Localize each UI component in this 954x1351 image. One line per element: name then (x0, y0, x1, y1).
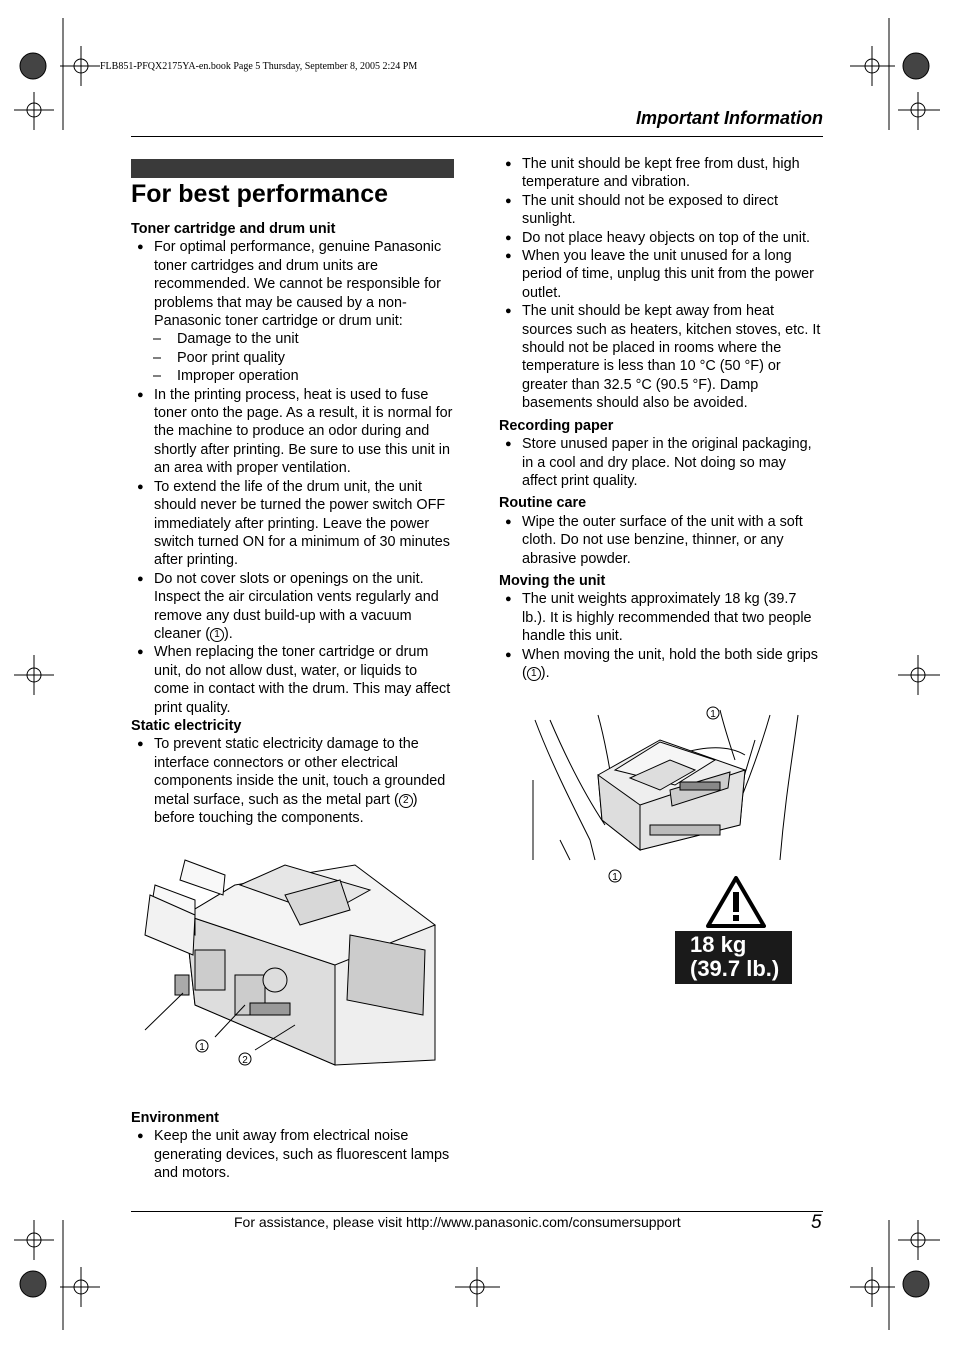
callout-1-label: 1 (612, 872, 618, 883)
dash-item: – Improper operation (153, 368, 299, 385)
list-item: ● When replacing the toner cartridge or drum unit, do not allow dust, water, or liquids to come in contact with the drum. This may affect print quality. (137, 644, 451, 716)
list-item: ● For optimal performance, genuine Panasonic toner cartridges and drum units are recommended. We cannot be responsible for problems that may be caused by a non-Panasonic toner cartridge or drum unit: (137, 239, 442, 330)
footer-assistance: For assistance, please visit http://www.panasonic.com/consumersupport (234, 1214, 681, 1230)
weight-kg: 18 kg (690, 932, 747, 957)
moving-heading: Moving the unit (499, 572, 606, 589)
footer-rule (131, 1211, 823, 1212)
environment-heading: Environment (131, 1110, 219, 1126)
callout-1: 1 (210, 628, 224, 642)
routine-heading: Routine care (499, 495, 587, 512)
static-heading: Static electricity (131, 717, 242, 734)
recording-heading: Recording paper (499, 417, 614, 434)
printer-rear-illustration (135, 855, 445, 1070)
list-item: ● To extend the life of the drum unit, the unit should never be turned the power switch OFF immediately after printing. Leave the power switch turned ON for a minimum of 30 minutes after printing. (137, 478, 450, 569)
list-item: ● The unit should be kept away from heat sources such as heaters, kitchen stoves, etc. It should not be placed in rooms where the temperature is less than 10 °C (50 °F) or greater than 32.5 °C (90.5 °F). Damp basements should also be avoided. (505, 303, 821, 412)
callout-1-label: 1 (199, 1042, 205, 1053)
dash-item: – Poor print quality (153, 349, 285, 366)
dash-item: – Damage to the unit (153, 331, 299, 348)
toner-heading: Toner cartridge and drum unit (131, 221, 336, 237)
page-title: For best performance (131, 180, 389, 208)
list-item: ● Keep the unit away from electrical noise generating devices, such as fluorescent lamps and motors. (137, 1128, 450, 1182)
carrying-illustration (530, 700, 805, 890)
print-slug: FLB851-PFQX2175YA-en.book Page 5 Thursday, September 8, 2005 2:24 PM (100, 61, 418, 72)
list-item: ● To prevent static electricity damage to the interface connectors or other electrical components inside the unit, touch a grounded metal surface, such as the metal part ( 2 ) before touching the components. (137, 736, 446, 826)
right-column (499, 155, 824, 682)
list-item: ● When you leave the unit unused for a long period of time, unplug this unit from the power outlet. (505, 248, 814, 301)
callout-2-label: 2 (242, 1055, 248, 1066)
title-bar (131, 159, 454, 178)
list-item: ● Do not cover slots or openings on the unit. Inspect the air circulation vents regularly and remove any dust build-up with a vacuum cleaner ( 1 ). (137, 570, 439, 642)
weight-badge (675, 931, 792, 984)
list-item: ● The unit should be kept free from dust, high temperature and vibration. (505, 156, 800, 191)
list-item: ● The unit weights approximately 18 kg (39.7 lb.). It is highly recommended that two people handle this unit. (505, 591, 812, 645)
page-number: 5 (811, 1212, 822, 1233)
list-item: ● When moving the unit, hold the both side grips ( 1 ). (505, 646, 818, 681)
list-item: ● The unit should not be exposed to direct sunlight. (505, 192, 779, 228)
callout-2: 2 (399, 794, 413, 808)
list-item: ● Store unused paper in the original packaging, in a cool and dry place. Not doing so may affect print quality. (505, 436, 812, 489)
list-item: ● In the printing process, heat is used to fuse toner onto the page. As a result, it is normal for the machine to produce an odor during and shortly after printing. Be sure to use this unit in an area with proper ventilation. (137, 386, 453, 477)
section-header: Important Information (636, 108, 823, 128)
environment-section (131, 1109, 456, 1183)
callout-1-label: 1 (710, 709, 716, 720)
header-rule (131, 136, 823, 137)
weight-lb: (39.7 lb.) (690, 956, 780, 981)
list-item: ● Wipe the outer surface of the unit with a soft cloth. Do not use benzine, thinner, or any abrasive powder. (505, 513, 803, 567)
list-item: ● Do not place heavy objects on top of the unit. (505, 229, 811, 246)
left-column (131, 220, 456, 827)
callout-1: 1 (527, 667, 541, 681)
warning-icon (706, 876, 766, 928)
